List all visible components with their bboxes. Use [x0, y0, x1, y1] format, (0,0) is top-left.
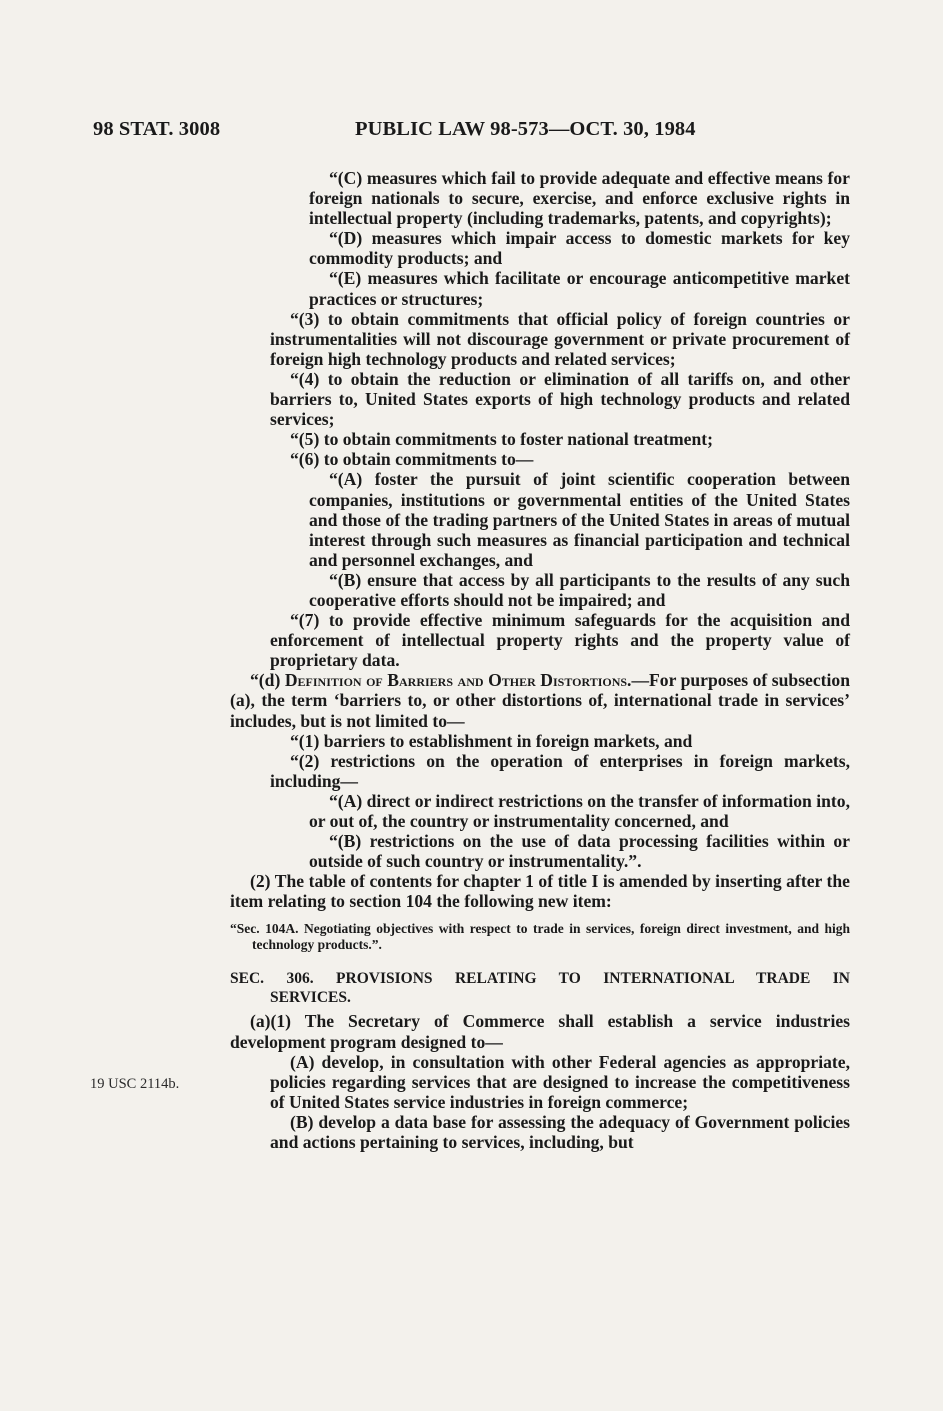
definition-paragraph	[230, 670, 850, 730]
paragraph-6: “(6) to obtain commitments to—	[290, 449, 534, 470]
definition-item-2a: “(A) direct or indirect restrictions on the transfer of information into, or out of, the country or instrumentality concerned, and	[309, 790, 850, 831]
paragraph-2d: “(D) measures which impair access to domestic markets for key commodity products; and	[309, 228, 850, 269]
document-body	[230, 168, 850, 1152]
section-paragraph-a: (A) develop, in consultation with other Federal agencies as appropriate, policies regarding services that are designed to increase the competitiveness of United States service industries in foreign commerce;	[270, 1051, 850, 1112]
paragraph-7: “(7) to provide effective minimum safeguards for the acquisition and enforcement of intellectual property rights and the property value of proprietary data.	[270, 610, 850, 671]
paragraph-4: “(4) to obtain the reduction or elimination of all tariffs on, and other barriers to, United States exports of high technology products and related services;	[270, 368, 850, 430]
paragraph-5: “(5) to obtain commitments to foster national treatment;	[290, 429, 713, 450]
paragraph-6a: “(A) foster the pursuit of joint scientific cooperation between companies, institutions or governmental entities of the United States and those of the trading partners of the United States in areas of mutual interest through such measures as financial participation and technical and personnel exchanges, and	[309, 469, 850, 570]
definition-text: —For purposes of subsection (a), the term ‘barriers to, or other distortions of, international trade in services’ includes, but is not limited to—	[230, 670, 850, 731]
definition-item-1: “(1) barriers to establishment in foreign markets, and	[290, 730, 693, 751]
definition-lead: “(d)	[250, 670, 281, 691]
section-paragraph-b: (B) develop a data base for assessing the adequacy of Government policies and actions pertaining to services, including, but	[270, 1111, 850, 1153]
page-header	[93, 118, 853, 150]
margin-citation: 19 USC 2114b.	[90, 1076, 180, 1092]
paragraph-6b: “(B) ensure that access by all participants to the results of any such cooperative efforts should not be impaired; and	[309, 569, 850, 610]
public-law-title: PUBLIC LAW 98-573—OCT. 30, 1984	[355, 118, 696, 140]
definition-heading: Definition of Barriers and Other Distortions.	[284, 670, 632, 691]
section-heading	[230, 969, 850, 1007]
paragraph-3: “(3) to obtain commitments that official policy of foreign countries or instrumentalities will not discourage government or private procurement of foreign high technology products and related services;	[270, 308, 850, 369]
definition-item-2: “(2) restrictions on the operation of enterprises in foreign markets, including—	[270, 750, 850, 791]
paragraph-2c: “(C) measures which fail to provide adequate and effective means for foreign nationals to secure, exercise, and enforce exclusive rights in intellectual property (including trademarks, patents, and copyrights);	[309, 168, 850, 229]
table-of-contents-entry: “Sec. 104A. Negotiating objectives with respect to trade in services, foreign direct investment, and high technology products.”.	[230, 921, 850, 953]
definition-item-2b: “(B) restrictions on the use of data processing facilities within or outside of such country or instrumentality.”.	[309, 831, 850, 872]
section-heading-line-1: SEC. 306. PROVISIONS RELATING TO INTERNATIONAL TRADE IN	[230, 970, 850, 988]
paragraph-2e: “(E) measures which facilitate or encourage anticompetitive market practices or structures;	[309, 268, 850, 309]
statute-page-number: 98 STAT. 3008	[93, 118, 221, 140]
section-paragraph-a1: (a)(1) The Secretary of Commerce shall establish a service industries development program designed to—	[230, 1011, 850, 1052]
section-heading-line-2: SERVICES.	[270, 989, 351, 1007]
amendment-paragraph: (2) The table of contents for chapter 1 of title I is amended by inserting after the item relating to section 104 the following new item:	[230, 871, 850, 912]
